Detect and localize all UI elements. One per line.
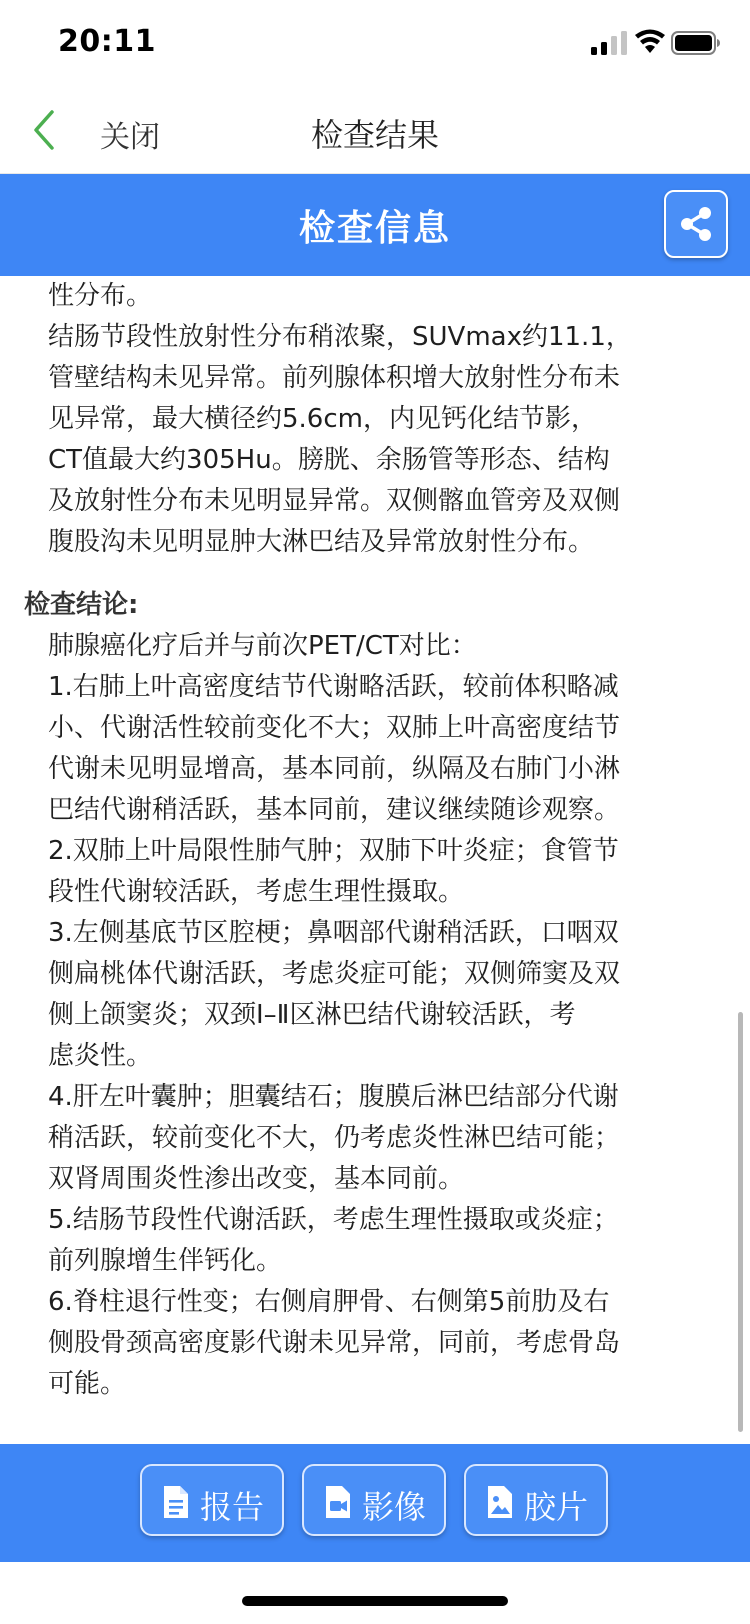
conclusion-line: 可能。: [48, 1369, 127, 1399]
conclusion-line: 侧扁桃体代谢活跃，考虑炎症可能；双侧筛窦及双: [48, 959, 621, 989]
conclusion-line: 前列腺增生伴钙化。: [48, 1246, 283, 1276]
conclusion-line: 5.结肠节段性代谢活跃，考虑生理性摄取或炎症；: [48, 1205, 619, 1235]
report-button[interactable]: [140, 1464, 284, 1536]
share-icon: [678, 206, 714, 242]
conclusion-line: 小、代谢活性较前变化不大；双肺上叶高密度结节: [48, 713, 621, 743]
battery-icon: [671, 31, 721, 55]
report-button-label: 报告: [200, 1488, 265, 1526]
close-button[interactable]: 关闭: [100, 120, 160, 155]
conclusion-heading: 检查结论:: [24, 590, 139, 620]
section-header: [0, 174, 750, 276]
status-bar: [0, 0, 750, 88]
conclusion-text: [48, 626, 718, 1405]
section-title: 检查信息: [298, 208, 451, 249]
conclusion-line: 段性代谢较活跃，考虑生理性摄取。: [48, 877, 465, 907]
film-button-label: 胶片: [524, 1488, 589, 1526]
conclusion-line: 1.右肺上叶高密度结节代谢略活跃，较前体积略减: [48, 672, 619, 702]
conclusion-line: 巴结代谢稍活跃，基本同前，建议继续随诊观察。: [48, 795, 621, 825]
conclusion-line: 双肾周围炎性渗出改变，基本同前。: [48, 1164, 465, 1194]
film-button[interactable]: [464, 1464, 608, 1536]
conclusion-line: 肺腺癌化疗后并与前次PET/CT对比：: [48, 631, 477, 661]
conclusion-line: 4.肝左叶囊肿；胆囊结石；腹膜后淋巴结部分代谢: [48, 1082, 619, 1112]
conclusion-line: 3.左侧基底节区腔梗；鼻咽部代谢稍活跃，口咽双: [48, 918, 619, 948]
conclusion-line: 侧股骨颈高密度影代谢未见异常，同前，考虑骨岛: [48, 1328, 621, 1358]
findings-line: 结肠节段性放射性分布稍浓聚，SUVmax约11.1，: [48, 322, 632, 352]
findings-line: 及放射性分布未见明显异常。双侧髂血管旁及双侧: [48, 486, 621, 516]
document-icon: [162, 1484, 190, 1520]
share-button[interactable]: [664, 190, 728, 258]
home-indicator[interactable]: [242, 1596, 508, 1606]
conclusion-line: 6.脊柱退行性变；右侧肩胛骨、右侧第5前肋及右: [48, 1287, 610, 1317]
bottom-toolbar: [0, 1444, 750, 1562]
findings-line: 见异常，最大横径约5.6cm，内见钙化结节影，: [48, 404, 597, 434]
conclusion-line: 侧上颌窦炎；双颈Ⅰ–Ⅱ区淋巴结代谢较活跃，考: [48, 1000, 576, 1030]
nav-bar: [0, 88, 750, 174]
conclusion-line: 2.双肺上叶局限性肺气肿；双肺下叶炎症；食管节: [48, 836, 619, 866]
findings-line: 性分布。: [48, 281, 153, 311]
cellular-signal-icon: [591, 31, 627, 55]
conclusion-line: 虑炎性。: [48, 1041, 153, 1071]
page-title: 检查结果: [310, 116, 439, 154]
findings-line: CT值最大约305Hu。膀胱、余肠管等形态、结构: [48, 445, 610, 475]
home-indicator-area: [0, 1562, 750, 1624]
conclusion-line: 代谢未见明显增高，基本同前，纵隔及右肺门小淋: [48, 754, 621, 784]
image-button-label: 影像: [362, 1488, 427, 1526]
findings-line: 管壁结构未见异常。前列腺体积增大放射性分布未: [48, 363, 621, 393]
wifi-icon: [634, 28, 666, 54]
report-content[interactable]: [0, 276, 750, 1444]
conclusion-line: 稍活跃，较前变化不大，仍考虑炎性淋巴结可能；: [48, 1123, 621, 1153]
image-button[interactable]: [302, 1464, 446, 1536]
findings-text: [48, 276, 718, 563]
findings-line: 腹股沟未见明显肿大淋巴结及异常放射性分布。: [48, 527, 595, 557]
image-file-icon: [486, 1484, 514, 1520]
status-time: 20:11: [58, 24, 156, 59]
video-file-icon: [324, 1484, 352, 1520]
scrollbar[interactable]: [738, 1012, 743, 1432]
